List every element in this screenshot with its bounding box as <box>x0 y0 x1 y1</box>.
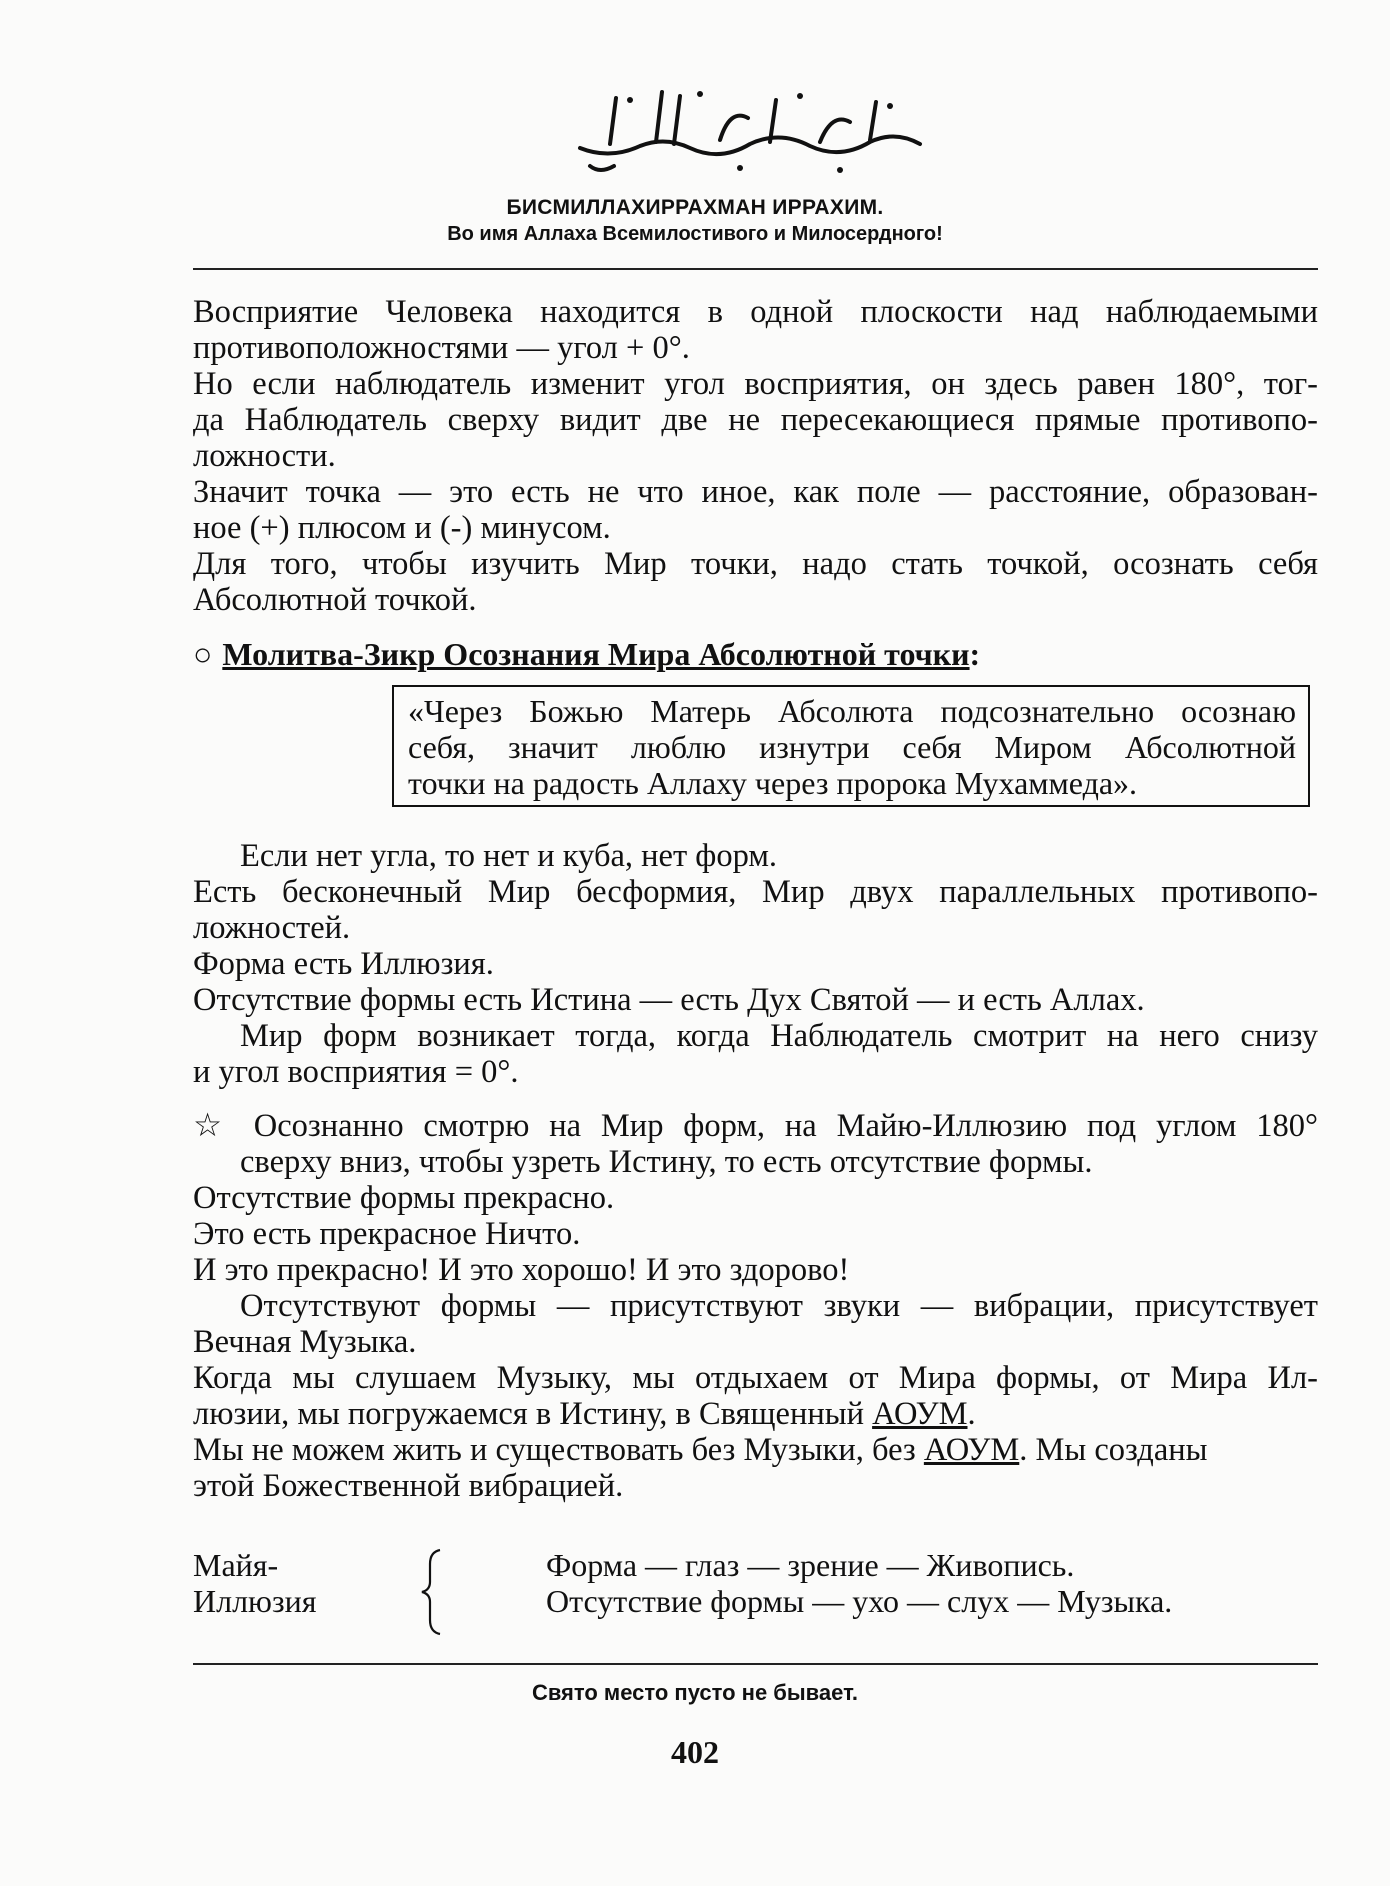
prayer-title: Молитва-Зикр Осознания Мира Абсолютной точки <box>222 636 970 672</box>
text-line: Мир форм возникает тогда, когда Наблюдатель смотрит на него снизу <box>240 1018 1318 1054</box>
text-line <box>193 1396 1318 1432</box>
text-line: Форма есть Иллюзия. <box>193 946 494 982</box>
footer-proverb: Свято место пусто не бывает. <box>531 1680 859 1705</box>
top-divider <box>193 268 1318 270</box>
bottom-divider <box>193 1663 1318 1665</box>
aoum-word: АОУМ <box>872 1396 968 1432</box>
text-line: ложностей. <box>193 910 351 946</box>
star-bullet-icon: ☆ <box>193 1108 234 1144</box>
text-line: Отсутствие формы прекрасно. <box>193 1180 615 1216</box>
text-line: Значит точка — это есть не что иное, как поле — расстояние, образован- <box>193 474 1318 510</box>
text-line: да Наблюдатель сверху видит две не пересекающиеся прямые противопо- <box>193 402 1318 438</box>
maya-label: Иллюзия <box>193 1583 317 1619</box>
star-item-text: Осознанно смотрю на Мир форм, на Майю-Иллюзию под углом 180° <box>253 1108 1319 1144</box>
text-line: и угол восприятия = 0°. <box>193 1054 519 1090</box>
text-line: сверху вниз, чтобы узреть Истину, то есть отсутствие формы. <box>240 1144 1093 1180</box>
circle-bullet-icon: ○ <box>193 636 213 672</box>
text-span: . Мы созданы <box>1019 1432 1208 1468</box>
text-line: ложности. <box>193 438 336 474</box>
maya-label: Майя- <box>193 1547 279 1583</box>
basmala-calligraphy-icon <box>570 78 930 178</box>
maya-item: Отсутствие формы — ухо — слух — Музыка. <box>546 1583 1173 1619</box>
text-line: Отсутствие формы есть Истина — есть Дух Святой — и есть Аллах. <box>193 982 1145 1018</box>
text-line: И это прекрасно! И это хорошо! И это здорово! <box>193 1252 850 1288</box>
aoum-word: АОУМ <box>923 1432 1020 1468</box>
text-line: Отсутствуют формы — присутствуют звуки — вибрации, присутствует <box>240 1288 1318 1324</box>
text-line: Но если наблюдатель изменит угол восприятия, он здесь равен 180°, тог- <box>193 366 1318 402</box>
text-span: люзии, мы погружаемся в Истину, в Священный <box>193 1396 873 1432</box>
prayer-line: себя, значит люблю изнутри себя Миром Абсолютной <box>408 729 1296 765</box>
text-line: Когда мы слушаем Музыку, мы отдыхаем от Мира формы, от Мира Ил- <box>193 1360 1318 1396</box>
prayer-box <box>392 685 1310 807</box>
text-line: Для того, чтобы изучить Мир точки, надо стать точкой, осознать себя <box>193 546 1318 582</box>
text-line: Восприятие Человека находится в одной плоскости над наблюдаемыми <box>193 294 1318 330</box>
prayer-line: точки на радость Аллаху через пророка Мухаммеда». <box>408 765 1138 801</box>
text-span: . <box>967 1396 976 1432</box>
maya-item: Форма — глаз — зрение — Живопись. <box>546 1547 1075 1583</box>
text-line: этой Божественной вибрацией. <box>193 1468 624 1504</box>
text-span: Мы не можем жить и существовать без Музыки, без <box>193 1432 924 1468</box>
text-line: Абсолютной точкой. <box>193 582 477 618</box>
text-line: Вечная Музыка. <box>193 1324 417 1360</box>
star-item-line <box>193 1108 1318 1144</box>
text-line: Это есть прекрасное Ничто. <box>193 1216 581 1252</box>
text-line <box>193 1432 1318 1468</box>
text-line: Если нет угла, то нет и куба, нет форм. <box>240 838 778 874</box>
text-line: противоположностями — угол + 0°. <box>193 330 690 366</box>
curly-brace-icon <box>418 1548 448 1636</box>
text-line: ное (+) плюсом и (-) минусом. <box>193 510 611 546</box>
header-subtitle: Во имя Аллаха Всемилостивого и Милосердного! <box>447 223 943 245</box>
prayer-heading <box>193 636 980 673</box>
prayer-colon: : <box>969 636 981 672</box>
page-number: 402 <box>671 1734 719 1770</box>
header-title: БИСМИЛЛАХИРРАХМАН ИРРАХИМ. <box>506 196 884 219</box>
text-line: Есть бесконечный Мир бесформия, Мир двух параллельных противопо- <box>193 874 1318 910</box>
prayer-line: «Через Божью Матерь Абсолюта подсознательно осознаю <box>408 693 1296 729</box>
